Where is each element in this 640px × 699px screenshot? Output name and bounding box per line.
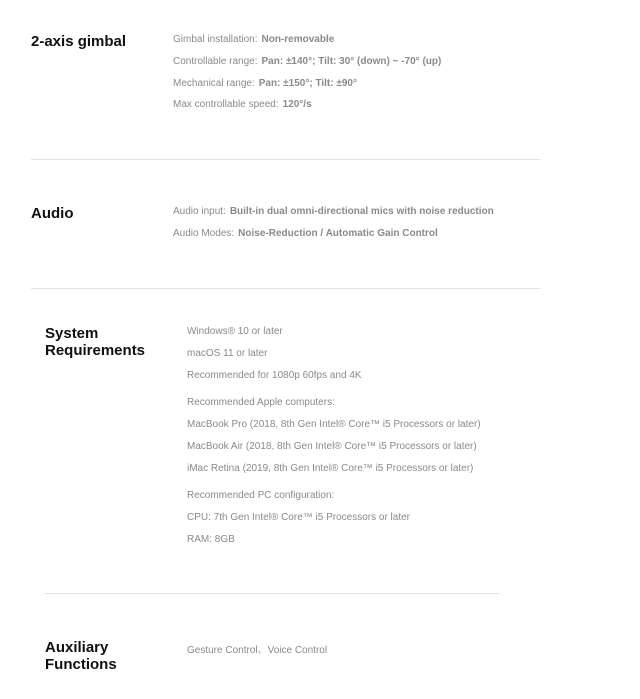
req-pc-heading: Recommended PC configuration: [187, 490, 335, 501]
spec-mechanical-range [173, 78, 357, 89]
divider [31, 159, 540, 160]
spec-audio-input [173, 206, 494, 217]
divider [31, 288, 540, 289]
req-macbook-pro: MacBook Pro (2018, 8th Gen Intel® Core™ i5 Processors or later) [187, 419, 481, 430]
section-title-auxiliary-line1: Auxiliary [45, 639, 109, 656]
req-windows: Windows® 10 or later [187, 326, 283, 337]
spec-controllable-range [173, 56, 441, 67]
req-macos: macOS 11 or later [187, 348, 268, 359]
spec-value: Pan: ±140°; Tilt: 30° (down) ~ -70° (up) [261, 56, 442, 67]
req-ram: RAM: 8GB [187, 534, 235, 545]
spec-value: Noise-Reduction / Automatic Gain Control [238, 228, 438, 239]
spec-label: Mechanical range: [173, 78, 255, 89]
section-title-system-line2: Requirements [45, 342, 146, 359]
spec-label: Gimbal installation: [173, 34, 258, 45]
req-macbook-air: MacBook Air (2018, 8th Gen Intel® Core™ i5 Processors or later) [187, 441, 477, 452]
spec-label: Audio input: [173, 206, 226, 217]
spec-audio-modes [173, 228, 438, 239]
section-title-audio: Audio [31, 205, 74, 222]
req-recommended-res: Recommended for 1080p 60fps and 4K [187, 370, 362, 381]
spec-value: Built-in dual omni-directional mics with noise reduction [229, 206, 494, 217]
aux-functions-value: Gesture Control、Voice Control [187, 645, 328, 656]
spec-value: 120°/s [282, 99, 312, 110]
spec-label: Max controllable speed: [173, 99, 279, 110]
section-title-gimbal: 2-axis gimbal [31, 33, 127, 50]
divider [45, 593, 499, 594]
section-title-auxiliary-line2: Functions [45, 656, 117, 673]
spec-label: Audio Modes: [173, 228, 235, 239]
spec-value: Pan: ±150°; Tilt: ±90° [258, 78, 357, 89]
section-title-system-line1: System [45, 325, 99, 342]
spec-label: Controllable range: [173, 56, 258, 67]
spec-max-speed [173, 99, 312, 110]
spec-gimbal-installation [173, 34, 334, 45]
req-imac-retina: iMac Retina (2019, 8th Gen Intel® Core™ i5 Processors or later) [187, 463, 474, 474]
req-apple-heading: Recommended Apple computers: [187, 397, 335, 408]
req-cpu: CPU: 7th Gen Intel® Core™ i5 Processors or later [187, 512, 411, 523]
spec-value: Non-removable [261, 34, 335, 45]
